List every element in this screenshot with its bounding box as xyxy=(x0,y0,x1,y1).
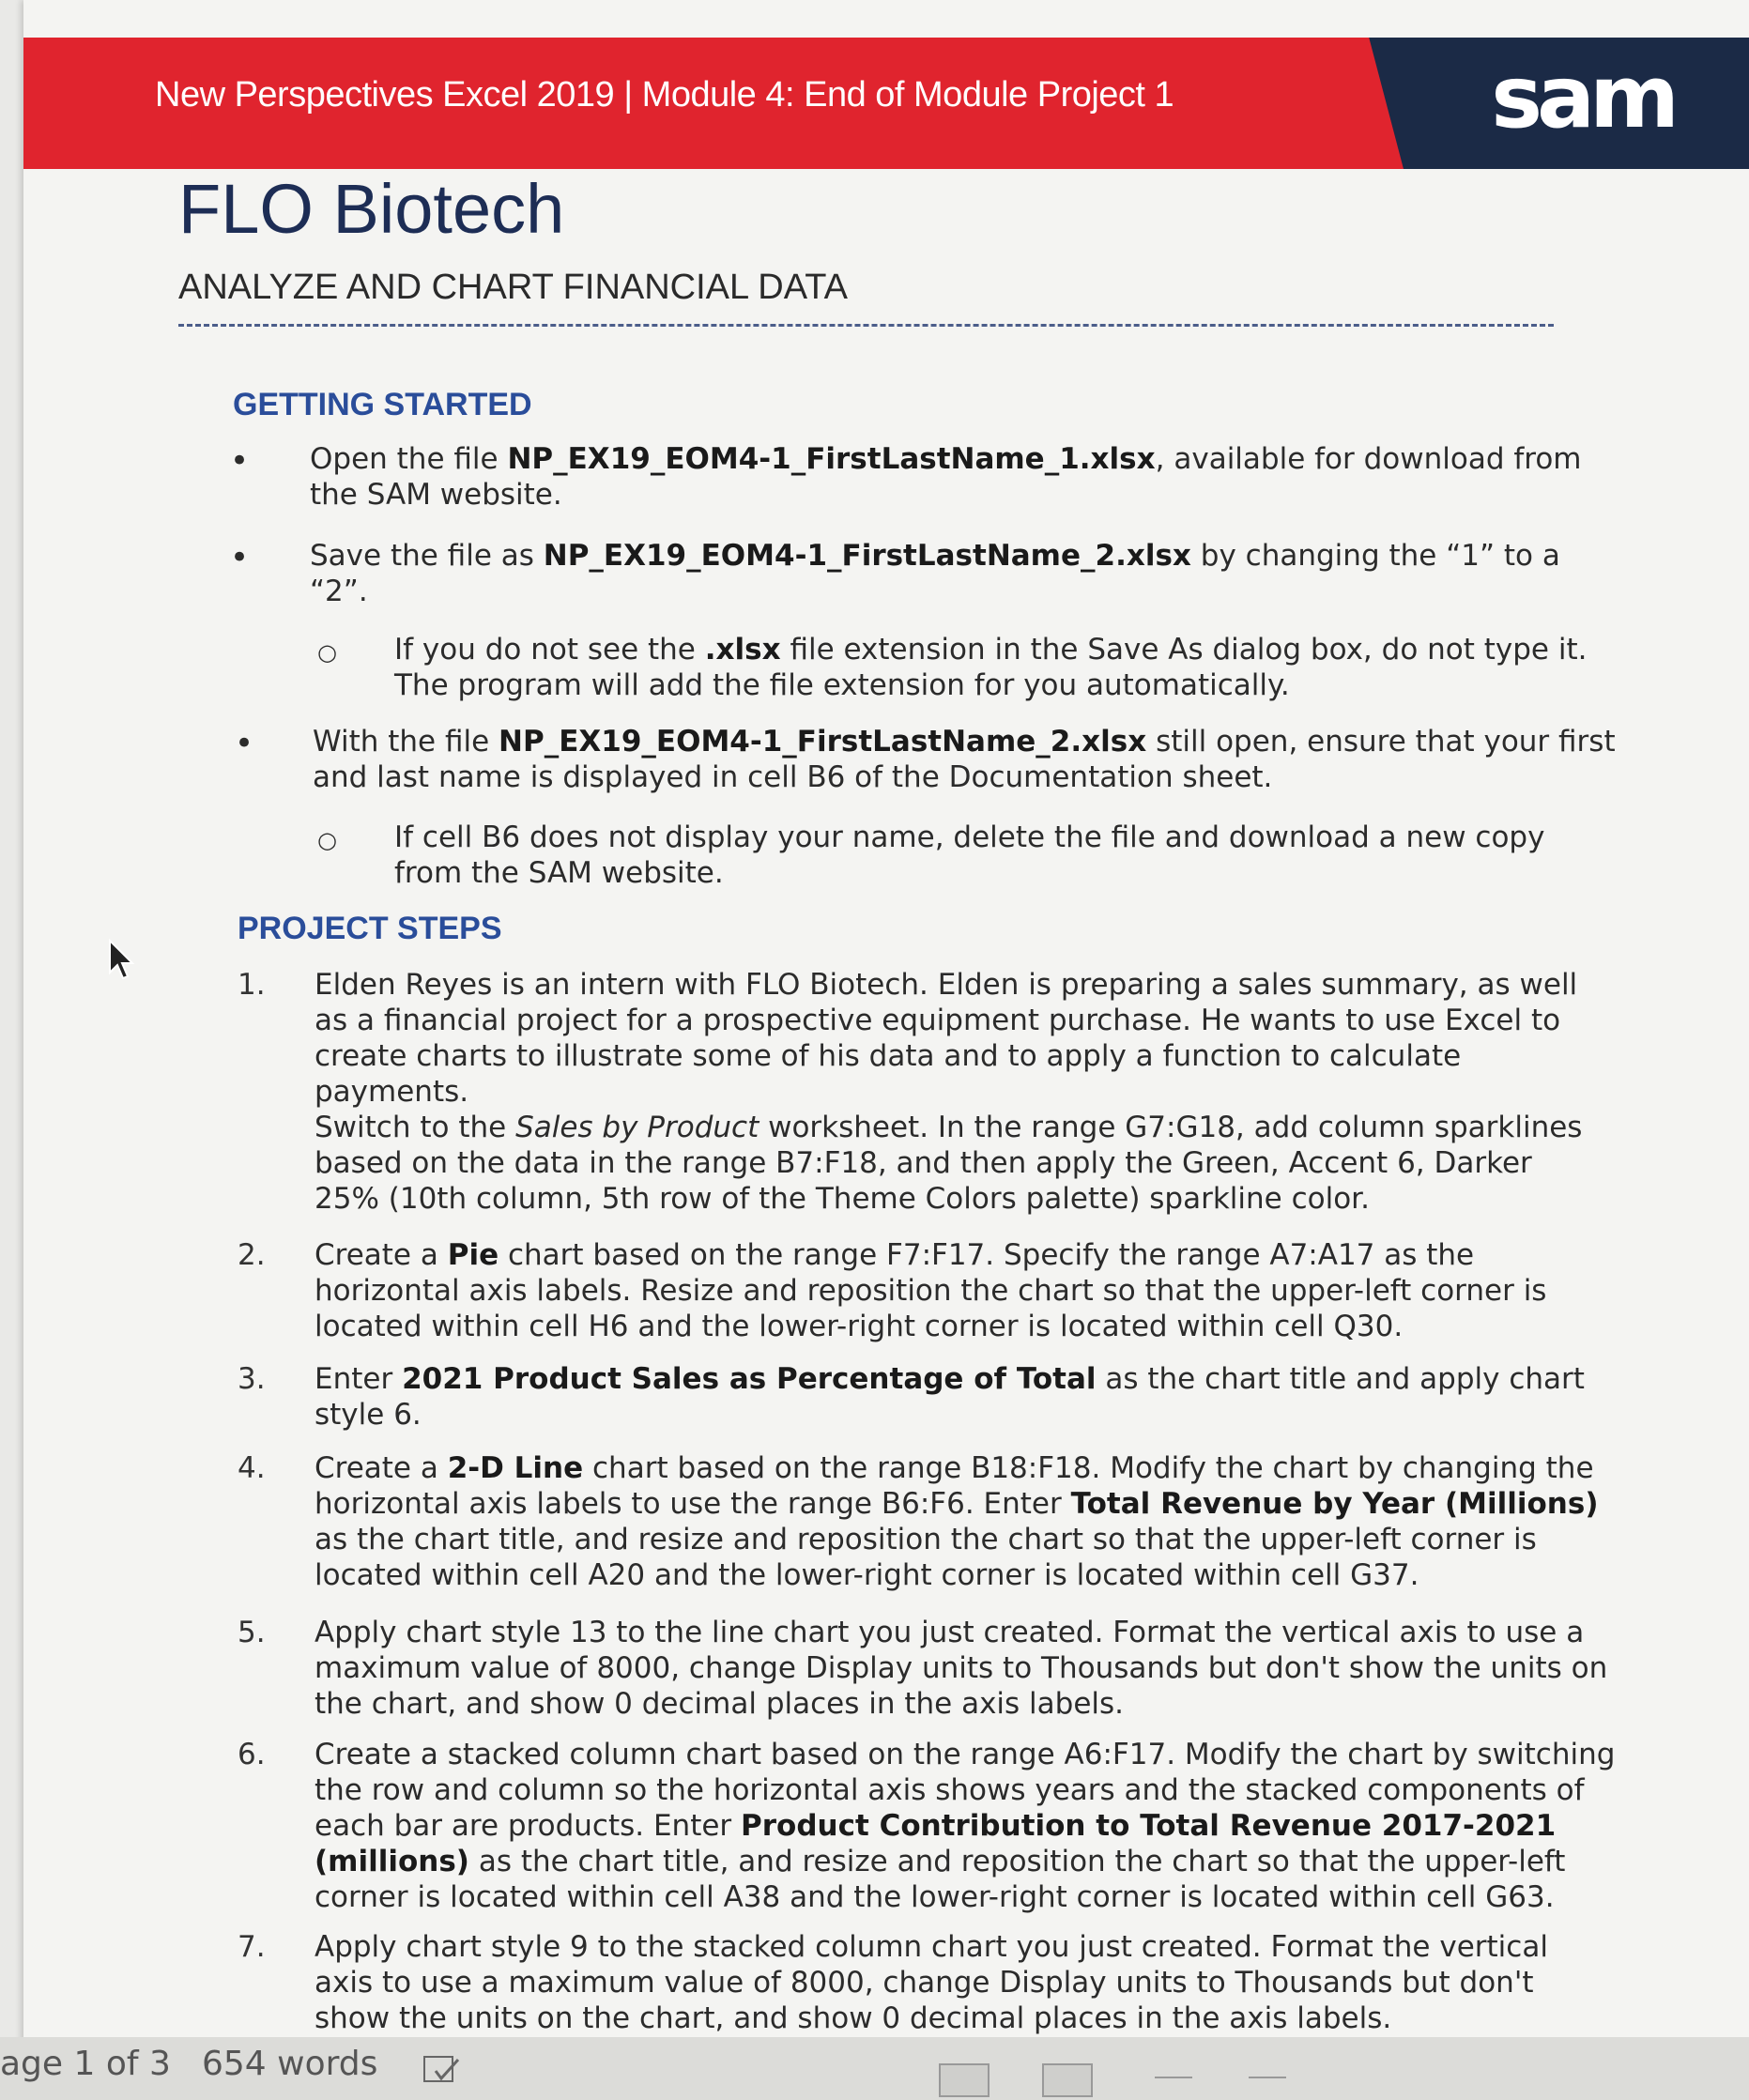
step-number: 2. xyxy=(238,1238,266,1272)
list-item: Open the file NP_EX19_EOM4-1_FirstLastName_1.xlsx, available for download from the SAM website. xyxy=(310,442,1582,512)
word-count[interactable]: 654 words xyxy=(202,2045,378,2083)
page-title: FLO Biotech xyxy=(178,170,565,248)
step-3: Enter 2021 Product Sales as Percentage of Total as the chart title and apply chart style 6. xyxy=(315,1362,1585,1432)
step-number: 7. xyxy=(238,1930,266,1964)
step-number: 5. xyxy=(238,1616,266,1649)
step-2: Create a Pie chart based on the range F7:F17. Specify the range A7:A17 as the horizontal axis labels. Resize and reposition the chart so that the upper-left corner is located within cell H6 and the lower-right corner is located within cell Q30. xyxy=(315,1238,1547,1343)
getting-started-heading: GETTING STARTED xyxy=(233,387,532,422)
list-item: With the file NP_EX19_EOM4-1_FirstLastName_2.xlsx still open, ensure that your first and last name is displayed in cell B6 of the Documentation sheet. xyxy=(313,725,1616,794)
web-layout-icon[interactable] xyxy=(1155,2077,1192,2078)
step-5: Apply chart style 13 to the line chart you just created. Format the vertical axis to use a maximum value of 8000, change Display units to Thousands but don't show the units on the chart, and show 0 decimal places in the axis labels. xyxy=(315,1616,1608,1721)
list-item: Save the file as NP_EX19_EOM4-1_FirstLastName_2.xlsx by changing the “1” to a “2”. xyxy=(310,539,1560,608)
page-subtitle: ANALYZE AND CHART FINANCIAL DATA xyxy=(178,268,849,307)
zoom-slider[interactable] xyxy=(1249,2077,1286,2078)
bullet-icon: • xyxy=(230,539,250,576)
print-layout-icon[interactable] xyxy=(1042,2063,1093,2097)
sub-bullet-icon: ○ xyxy=(317,639,337,666)
step-1-intro: Elden Reyes is an intern with FLO Biotech. Elden is preparing a sales summary, as well as a financial project for a prospective equipment purchase. He wants to use Excel to create charts to illustrate some of his data and to apply a function to calculate payments. xyxy=(315,968,1578,1109)
step-number: 4. xyxy=(238,1451,266,1485)
dashed-divider xyxy=(178,324,1554,327)
step-number: 1. xyxy=(238,968,266,1002)
proofing-icon[interactable] xyxy=(422,2054,462,2088)
header-banner xyxy=(23,38,1749,169)
step-1: Elden Reyes is an intern with FLO Biotech. Elden is preparing a sales summary, as well as a financial project for a prospective equipment purchase. He wants to use Excel to create charts to illustrate some of his data and to apply a function to calculate payments. Switch to the Sales by Product worksheet. In the range G7:G18, add column sparklines based on the data in the range B7:F18, and then apply the Green, Accent 6, Darker 25% (10th column, 5th row of the Theme Colors palette) sparkline color. xyxy=(315,968,1583,1216)
page-count[interactable]: age 1 of 3 xyxy=(0,2045,171,2083)
list-item: If you do not see the .xlsx file extension in the Save As dialog box, do not type it. The program will add the file extension for you automatically. xyxy=(394,633,1588,702)
sub-bullet-icon: ○ xyxy=(317,827,337,853)
list-item: If cell B6 does not display your name, delete the file and download a new copy from the SAM website. xyxy=(394,820,1545,890)
step-4: Create a 2-D Line chart based on the range B18:F18. Modify the chart by changing the horizontal axis labels to use the range B6:F6. Enter Total Revenue by Year (Millions) as the chart title, and resize and reposition the chart so that the upper-left corner is located within cell A20 and the lower-right corner is located within cell G37. xyxy=(315,1451,1599,1592)
bullet-icon: • xyxy=(230,442,250,480)
project-steps-heading: PROJECT STEPS xyxy=(238,911,502,946)
mouse-pointer-icon xyxy=(108,939,136,982)
step-number: 3. xyxy=(238,1362,266,1396)
banner-title: New Perspectives Excel 2019 | Module 4: End of Module Project 1 xyxy=(155,75,1174,115)
step-number: 6. xyxy=(238,1738,266,1771)
step-6: Create a stacked column chart based on the range A6:F17. Modify the chart by switching the row and column so the horizontal axis shows years and the stacked components of each bar are products. Enter Product Contribution to Total Revenue 2017-2021 (millions) as the chart title, and resize and reposition the chart so that the upper-left corner is located within cell A38 and the lower-right corner is located within cell G63. xyxy=(315,1738,1616,1914)
read-mode-icon[interactable] xyxy=(939,2063,990,2097)
sam-logo: sam xyxy=(1491,47,1674,147)
bullet-icon: • xyxy=(235,725,254,762)
step-7: Apply chart style 9 to the stacked column chart you just created. Format the vertical axis to use a maximum value of 8000, change Display units to Thousands but don't show the units on the chart, and show 0 decimal places in the axis labels. xyxy=(315,1930,1548,2035)
